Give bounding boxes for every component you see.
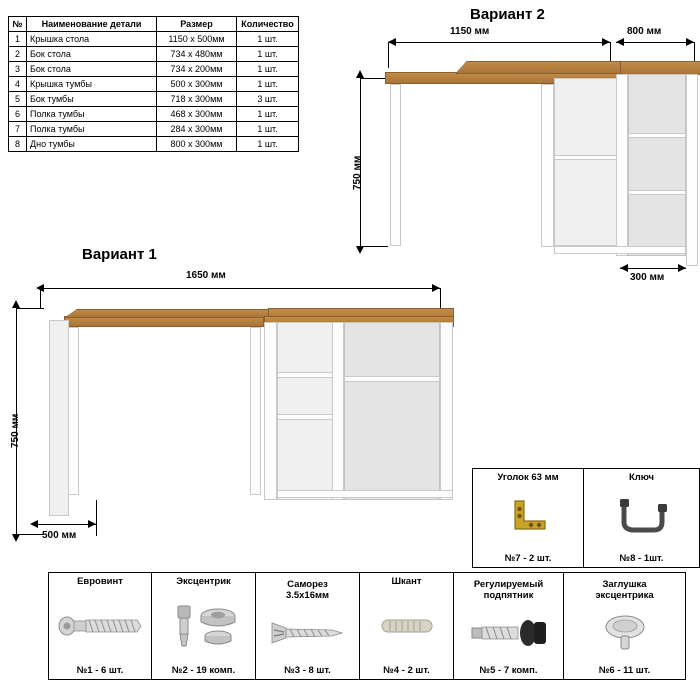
table-row	[9, 137, 299, 152]
cell-qty: 1 шт.	[237, 122, 299, 137]
variant1-shelf-left-mid-divider	[277, 414, 337, 420]
hardware-item-self-tapping-screw	[256, 572, 360, 680]
cell-name: Бок стола	[27, 47, 157, 62]
cell-num: 5	[9, 92, 27, 107]
adjustable-foot-icon	[454, 601, 563, 665]
table-header-row	[9, 17, 299, 32]
variant1-shelf-right-panel	[440, 322, 453, 500]
variant2-height-arrow-up	[356, 70, 364, 78]
variant1-shelf-left-panel	[264, 322, 277, 500]
hardware-qty: №4 - 2 шт.	[383, 665, 430, 676]
cell-num: 8	[9, 137, 27, 152]
hardware-title-line1: Заглушка	[602, 579, 647, 590]
hardware-title: Ключ	[628, 472, 655, 483]
cell-size: 468 x 300мм	[157, 107, 237, 122]
variant1-height-ext-bottom	[16, 534, 44, 535]
variant2-height-arrow-down	[356, 246, 364, 254]
cell-size: 734 x 480мм	[157, 47, 237, 62]
hardware-title: Евровинт	[77, 576, 123, 587]
cell-name: Крышка стола	[27, 32, 157, 47]
table-row	[9, 92, 299, 107]
variant1-shelf-base	[277, 490, 453, 498]
table-row	[9, 77, 299, 92]
hardware-item-corner-bracket	[472, 468, 584, 568]
variant2-depth-arrow-right	[686, 38, 694, 46]
cell-qty: 1 шт.	[237, 32, 299, 47]
variant2-depth-label: 800 мм	[627, 26, 662, 37]
variant1-height-arrow-up	[12, 300, 20, 308]
variant2-pedestal-mid-panel	[616, 74, 628, 256]
hardware-title-line1: Саморез	[287, 579, 328, 590]
variant1-depth-arrow-left	[30, 520, 38, 528]
cell-qty: 1 шт.	[237, 137, 299, 152]
variant2-depth-dim-line	[616, 42, 694, 43]
variant1-title: Вариант 1	[82, 246, 157, 263]
variant2-base-panel	[554, 246, 686, 254]
variant2-width-arrow-right	[602, 38, 610, 46]
table-header-size: Размер	[157, 17, 237, 32]
hardware-qty: №5 - 7 комп.	[479, 665, 538, 676]
cell-num: 6	[9, 107, 27, 122]
variant1-left-leg-front	[68, 327, 79, 495]
dowel-icon	[360, 587, 453, 665]
cell-size: 734 x 200мм	[157, 62, 237, 77]
table-row	[9, 107, 299, 122]
variant2-side-label: 300 мм	[630, 272, 665, 283]
parts-table	[8, 16, 299, 152]
cell-name: Бок стола	[27, 62, 157, 77]
variant2-right-open-section	[628, 74, 686, 256]
hardware-title-line2: подпятник	[483, 590, 534, 601]
table-row	[9, 62, 299, 77]
variant2-right-shelf-upper	[628, 133, 686, 138]
hardware-qty: №8 - 1шт.	[619, 553, 664, 564]
variant1-width-arrow-right	[432, 284, 440, 292]
cell-name: Бок тумбы	[27, 92, 157, 107]
variant2-side-dim-line	[620, 268, 686, 269]
cell-size: 718 x 300мм	[157, 92, 237, 107]
cam-lock-icon	[152, 587, 255, 665]
hardware-title: Уголок 63 мм	[497, 472, 559, 483]
table-row	[9, 32, 299, 47]
variant1-shelf-cell-right	[344, 322, 440, 500]
variant1-shelf-left-top-divider	[277, 372, 337, 378]
table-row	[9, 122, 299, 137]
cell-qty: 1 шт.	[237, 62, 299, 77]
hardware-item-confirmat-screw	[48, 572, 152, 680]
variant1-depth-ext-right	[96, 500, 97, 536]
cell-qty: 1 шт.	[237, 107, 299, 122]
hardware-grid-top	[472, 468, 700, 568]
variant2-pedestal-inner	[554, 78, 622, 246]
hardware-title-line2: эксцентрика	[595, 590, 654, 601]
hardware-item-dowel	[360, 572, 454, 680]
variant2-pedestal-front-panel	[541, 84, 554, 247]
variant1-height-label: 750 мм	[10, 413, 21, 448]
hardware-item-cam-cover-cap	[564, 572, 686, 680]
cell-num: 1	[9, 32, 27, 47]
cell-qty: 3 шт.	[237, 92, 299, 107]
table-header-qty: Количество	[237, 17, 299, 32]
cell-num: 3	[9, 62, 27, 77]
variant1-shelf-right-divider	[344, 376, 440, 382]
cell-name: Дно тумбы	[27, 137, 157, 152]
variant2-width-arrow-left	[388, 38, 396, 46]
variant2-drawing	[380, 60, 700, 260]
cell-name: Крышка тумбы	[27, 77, 157, 92]
hardware-qty: №2 - 19 комп.	[171, 665, 236, 676]
hardware-qty: №3 - 8 шт.	[284, 665, 331, 676]
variant2-width-label: 1150 мм	[450, 26, 490, 37]
cell-num: 7	[9, 122, 27, 137]
cell-size: 500 x 300мм	[157, 77, 237, 92]
cell-num: 2	[9, 47, 27, 62]
hardware-title: Шкант	[391, 576, 422, 587]
hardware-title-line2: 3.5x16мм	[285, 590, 330, 601]
variant2-left-leg	[390, 84, 401, 246]
hardware-qty: №7 - 2 шт.	[504, 553, 552, 564]
confirmat-screw-icon	[49, 587, 151, 665]
cell-size: 800 x 300мм	[157, 137, 237, 152]
variant2-side-arrow-left	[620, 264, 628, 272]
cell-size: 1150 x 500мм	[157, 32, 237, 47]
self-tapping-screw-icon	[256, 601, 359, 665]
table-row	[9, 47, 299, 62]
variant2-width-dim-line	[388, 42, 610, 43]
variant1-depth-dim-line	[34, 524, 96, 525]
hardware-title: Эксцентрик	[176, 576, 231, 587]
variant1-desktop-left-perspective	[64, 309, 285, 318]
variant1-left-leg-side	[49, 320, 69, 516]
variant1-drawing	[36, 292, 456, 502]
corner-bracket-icon	[473, 483, 583, 553]
variant2-desktop-right-wing	[620, 61, 700, 75]
variant2-pedestal-shelf	[554, 155, 622, 160]
variant1-shelf-mid-panel	[332, 322, 344, 500]
variant1-depth-label: 500 мм	[42, 530, 77, 541]
hardware-item-cam-lock	[152, 572, 256, 680]
cell-name: Полка тумбы	[27, 107, 157, 122]
hardware-qty: №1 - 6 шт.	[76, 665, 124, 676]
hardware-item-allen-key	[584, 468, 700, 568]
table-header-num: №	[9, 17, 27, 32]
variant1-height-arrow-down	[12, 534, 20, 542]
table-header-name: Наименование детали	[27, 17, 157, 32]
variant1-width-dim-line	[40, 288, 440, 289]
variant2-height-label: 750 мм	[352, 155, 363, 190]
variant2-title: Вариант 2	[470, 6, 545, 23]
variant2-right-shelf-lower	[628, 190, 686, 195]
hardware-item-adjustable-foot	[454, 572, 564, 680]
variant1-mid-leg	[250, 327, 261, 495]
hardware-qty: №6 - 11 шт.	[598, 665, 651, 676]
cell-num: 4	[9, 77, 27, 92]
variant2-depth-arrow-left	[616, 38, 624, 46]
hardware-title-line1: Регулируемый	[473, 579, 544, 590]
cell-qty: 1 шт.	[237, 47, 299, 62]
allen-key-icon	[584, 483, 699, 553]
cam-cover-cap-icon	[564, 601, 685, 665]
variant1-width-label: 1650 мм	[186, 270, 226, 281]
cell-qty: 1 шт.	[237, 77, 299, 92]
variant1-shelf-cell-left	[277, 322, 337, 500]
hardware-grid-bottom	[48, 572, 686, 680]
variant1-depth-arrow-right	[88, 520, 96, 528]
cell-size: 284 x 300мм	[157, 122, 237, 137]
variant2-right-side-panel	[686, 74, 698, 266]
variant2-side-arrow-right	[678, 264, 686, 272]
cell-name: Полка тумбы	[27, 122, 157, 137]
